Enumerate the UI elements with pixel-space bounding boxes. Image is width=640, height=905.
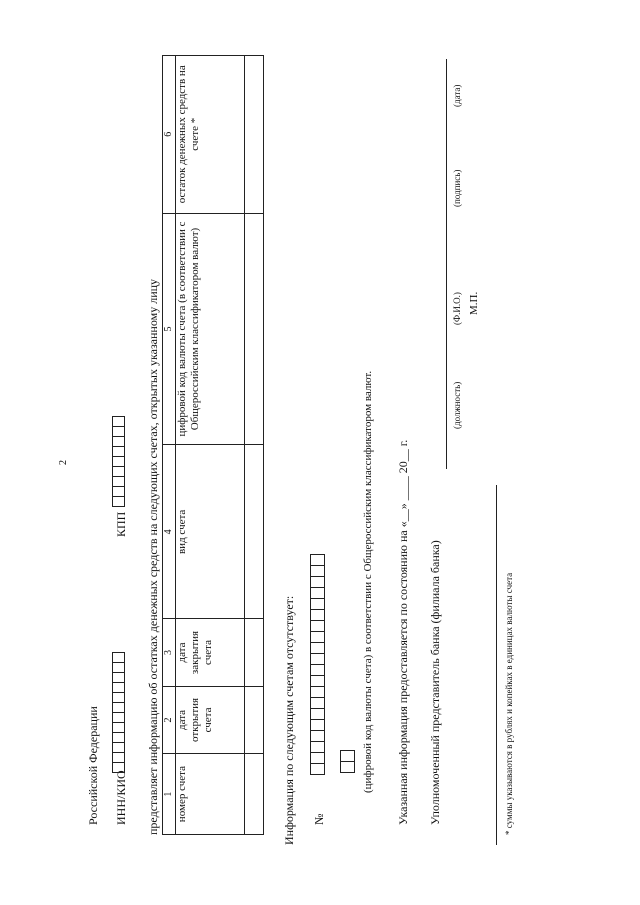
header-close-date: дата закрытия счета [176,619,245,686]
caption-signature: (подпись) [452,169,462,207]
blank-cell[interactable] [245,754,264,835]
kpp-label: КПП [114,511,128,537]
caption-position: (должность) [452,381,462,429]
stamp-mp: М.П. [468,291,480,315]
inn-label: ИНН/КИО [114,770,128,825]
blank-cell[interactable] [245,619,264,686]
blank-cell[interactable] [245,56,264,214]
blank-cell[interactable] [245,213,264,445]
header-account-type: вид счета [176,445,245,619]
col-num-3: 3 [163,619,176,686]
header-balance: остаток денежных средств на счете * [176,56,245,214]
col-num-2: 2 [163,686,176,753]
page-number: 2 [58,460,69,465]
col-num-5: 5 [163,213,176,445]
statement-text: представляет информацию об остатках денежных средств на следующих счетах, открытых указанному лицу [146,278,160,835]
currency-code-boxes[interactable] [340,751,355,773]
col-num-6: 6 [163,56,176,214]
inn-boxes[interactable] [112,653,125,773]
header-account-number: номер счета [176,754,245,835]
col-num-4: 4 [163,445,176,619]
accounts-table [162,55,264,835]
currency-note: (цифровой код валюты счета) в соответствии с Общероссийским классификатором валют. [362,370,374,793]
caption-date: (дата) [452,84,462,107]
footnote-text: * суммы указываются в рублях и копейках в единицах валюты счета [504,572,514,835]
footnote-divider [496,485,497,845]
header-open-date: дата открытия счета [176,686,245,753]
representative-text: Уполномоченный представитель банка (филиала банка) [428,540,442,825]
missing-info-text: Информация по следующим счетам отсутствует: [282,595,296,845]
header-currency-code: цифровой код валюты счета (в соответствии с Общероссийским классификатором валют) [176,213,245,445]
kpp-boxes[interactable] [112,417,125,507]
signature-line [446,59,447,469]
blank-cell[interactable] [245,686,264,753]
country-text: Российской Федерации [86,706,100,825]
caption-fio: (Ф.И.О.) [452,292,462,325]
col-num-1: 1 [163,754,176,835]
as-of-text: Указанная информация предоставляется по состоянию на «__» ____ 20__ г. [396,439,410,825]
blank-cell[interactable] [245,445,264,619]
number-sign: № [312,813,326,825]
account-number-boxes[interactable] [310,555,325,775]
